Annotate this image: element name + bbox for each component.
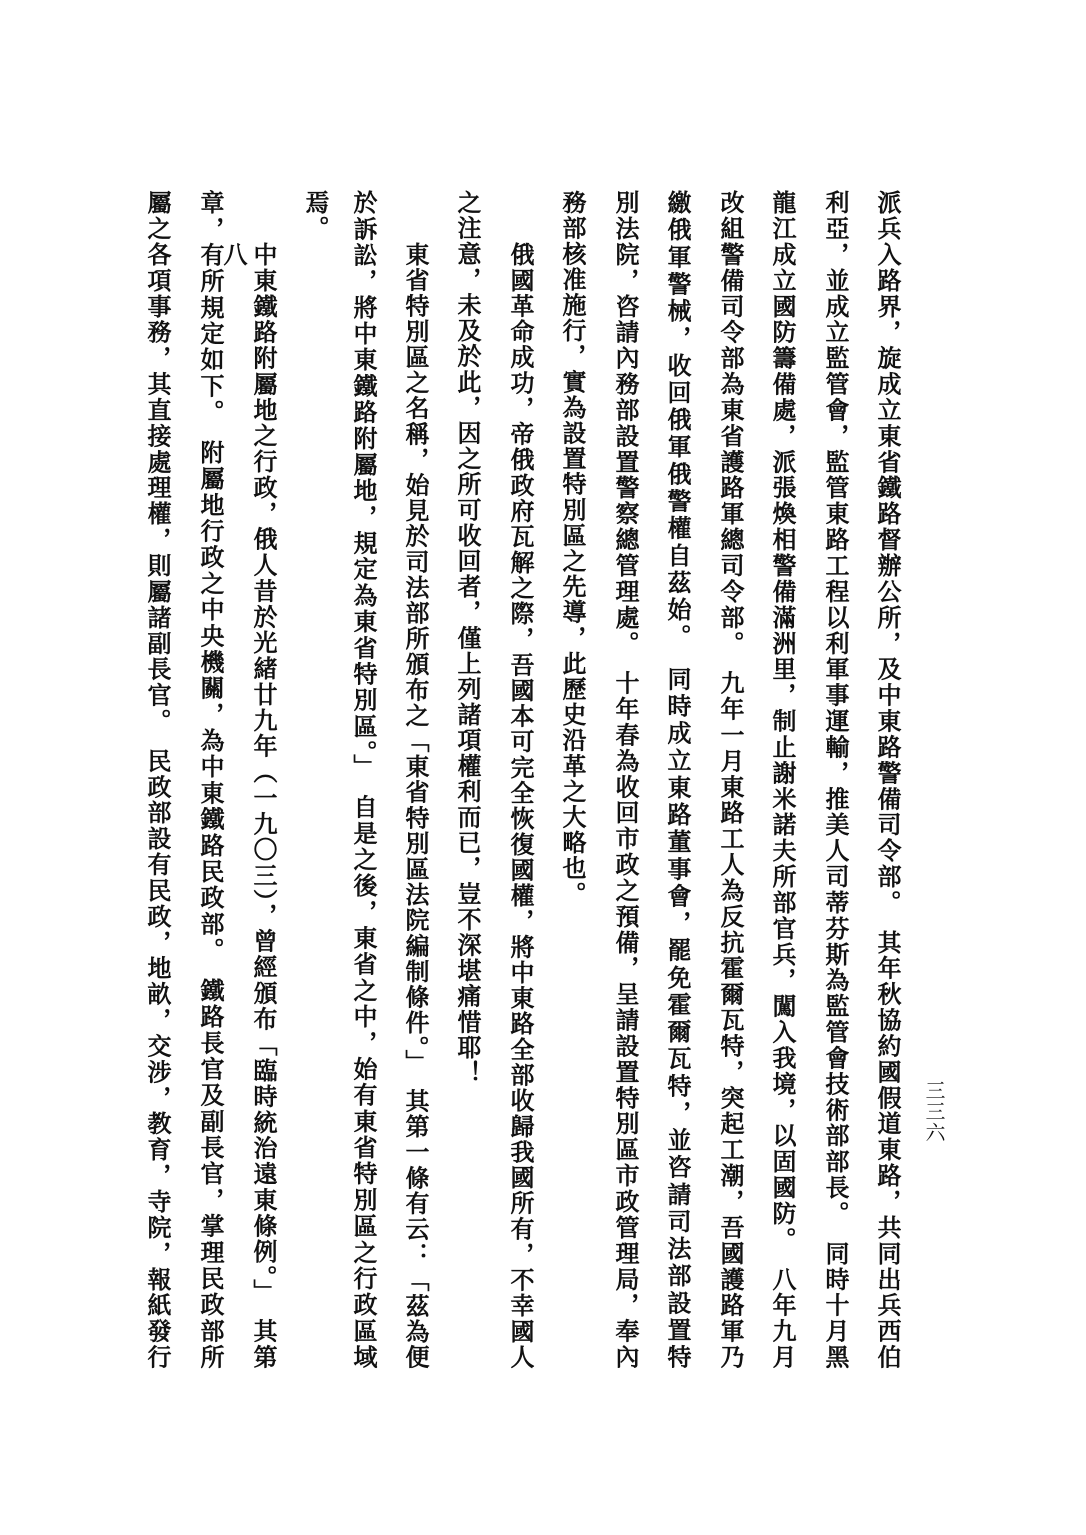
text-column: 龍江成立國防籌備處，派張煥相警備滿洲里，制止謝米諾夫所部官兵，闖入我境，以固國防。 八年九月	[768, 190, 797, 1370]
text-column: 別法院，咨請內務部設置警察總管理處。 十年春為收回市政之預備，呈請設置特別區市政管理局，奉內	[611, 190, 640, 1370]
text-column: 利亞，並成立監管會，監管東路工程以利軍事運輸，推美人司蒂芬斯為監管會技術部部長。 同時十月黑	[821, 190, 850, 1370]
text-column: 於訴訟，將中東鐵路附屬地，規定為東省特別區。」 自是之後，東省之中，始有東省特別區之行政區域	[349, 190, 378, 1370]
text-column: 章，有所規定如下。 附屬地行政之中央機關，為中東鐵路民政部。 鐵路長官及副長官，掌理民政部所	[196, 190, 225, 1370]
text-column: 屬之各項事務，其直接處理權，則屬諸副長官。 民政部設有民政，地畝，交涉，教育，寺院，報紙發行	[143, 190, 172, 1370]
text-column: 焉。	[301, 190, 330, 242]
paragraph-start-column: 中東鐵路附屬地之行政，俄人昔於光緒廿九年（一九〇三），曾經頒布「臨時統治遠東條例。」 其第八	[219, 242, 278, 1370]
text-column: 務部核准施行，實為設置特別區之先導，此歷史沿革之大略也。	[558, 190, 587, 907]
paragraph-start-column: 俄國革命成功，帝俄政府瓦解之際，吾國本可完全恢復國權，將中東路全部收歸我國所有，不幸國人	[506, 242, 535, 1370]
text-column: 之注意，未及於此，因之所可收回者，僅上列諸項權利而已，豈不深堪痛惜耶！	[453, 190, 482, 1086]
text-column: 繳俄軍警械，收回俄軍俄警權自茲始。 同時成立東路董事會，罷免霍爾瓦特，並咨請司法部設置特	[663, 190, 692, 1370]
text-column: 派兵入路界，旋成立東省鐵路督辦公所，及中東路警備司令部。 其年秋協約國假道東路，共同出兵西伯	[873, 190, 902, 1370]
text-column: 改組警備司令部為東省護路軍總司令部。 九年一月東路工人為反抗霍爾瓦特，突起工潮，吾國護路軍乃	[716, 190, 745, 1370]
paragraph-start-column: 東省特別區之名稱，始見於司法部所頒布之「東省特別區法院編制條件。」 其第一條有云：「茲為便	[401, 242, 430, 1370]
page-number: 三三六	[922, 1080, 946, 1143]
